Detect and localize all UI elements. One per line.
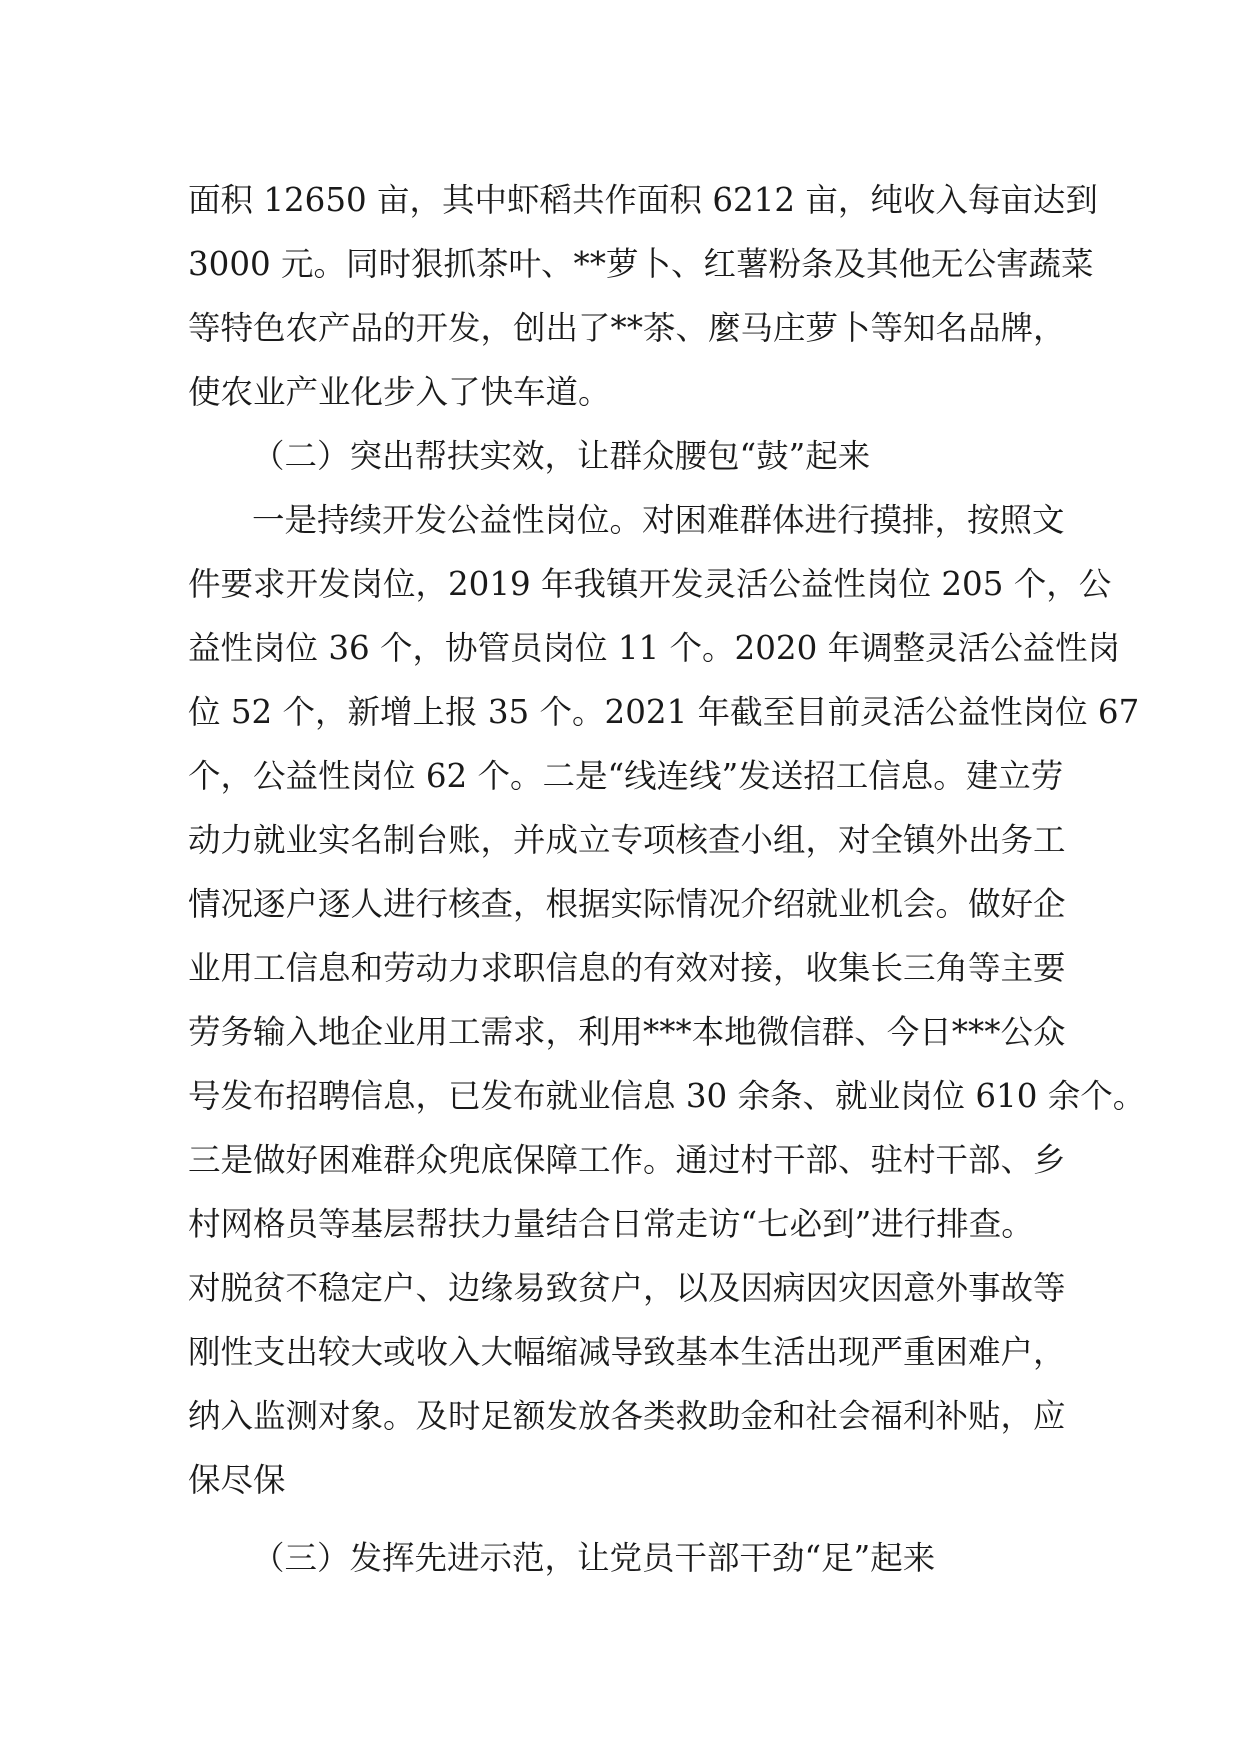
body-line: 对脱贫不稳定户、边缘易致贫户，以及因病因灾因意外事故等 — [188, 1269, 1066, 1307]
body-line: 三是做好困难群众兜底保障工作。通过村干部、驻村干部、乡 — [188, 1141, 1066, 1179]
body-line: 动力就业实名制台账，并成立专项核查小组，对全镇外出务工 — [188, 821, 1066, 859]
document-body — [188, 168, 1146, 1590]
body-line: 个，公益性岗位 62 个。二是“线连线”发送招工信息。建立劳 — [188, 757, 1064, 795]
body-line: 使农业产业化步入了快车道。 — [188, 373, 611, 411]
body-line: 3000 元。同时狠抓茶叶、**萝卜、红薯粉条及其他无公害蔬菜 — [188, 245, 1094, 283]
body-line: 件要求开发岗位，2019 年我镇开发灵活公益性岗位 205 个，公 — [188, 565, 1112, 603]
paragraph-first-line: 一是持续开发公益性岗位。对困难群体进行摸排，按照文 — [252, 501, 1065, 539]
body-line: 劳务输入地企业用工需求，利用***本地微信群、今日***公众 — [188, 1013, 1066, 1051]
body-line: 等特色农产品的开发，创出了**茶、麼马庄萝卜等知名品牌， — [188, 309, 1066, 347]
body-line: 位 52 个，新增上报 35 个。2021 年截至目前灵活公益性岗位 67 — [188, 693, 1140, 731]
body-line: 纳入监测对象。及时足额发放各类救助金和社会福利补贴，应 — [188, 1397, 1066, 1435]
body-line: 号发布招聘信息，已发布就业信息 30 余条、就业岗位 610 余个。 — [188, 1077, 1146, 1115]
body-line: 业用工信息和劳动力求职信息的有效对接，收集长三角等主要 — [188, 949, 1066, 987]
body-line: 情况逐户逐人进行核查，根据实际情况介绍就业机会。做好企 — [188, 885, 1066, 923]
body-line: 刚性支出较大或收入大幅缩减导致基本生活出现严重困难户， — [188, 1333, 1066, 1371]
body-line: 保尽保 — [188, 1461, 286, 1499]
body-line: 村网格员等基层帮扶力量结合日常走访“七必到”进行排查。 — [188, 1205, 1034, 1243]
body-line: 益性岗位 36 个，协管员岗位 11 个。2020 年调整灵活公益性岗 — [188, 629, 1121, 667]
body-line: 面积 12650 亩，其中虾稻共作面积 6212 亩，纯收入每亩达到 — [188, 181, 1098, 219]
section-heading-3: （三）发挥先进示范，让党员干部干劲“足”起来 — [252, 1539, 936, 1577]
section-heading-2: （二）突出帮扶实效，让群众腰包“鼓”起来 — [252, 437, 871, 475]
